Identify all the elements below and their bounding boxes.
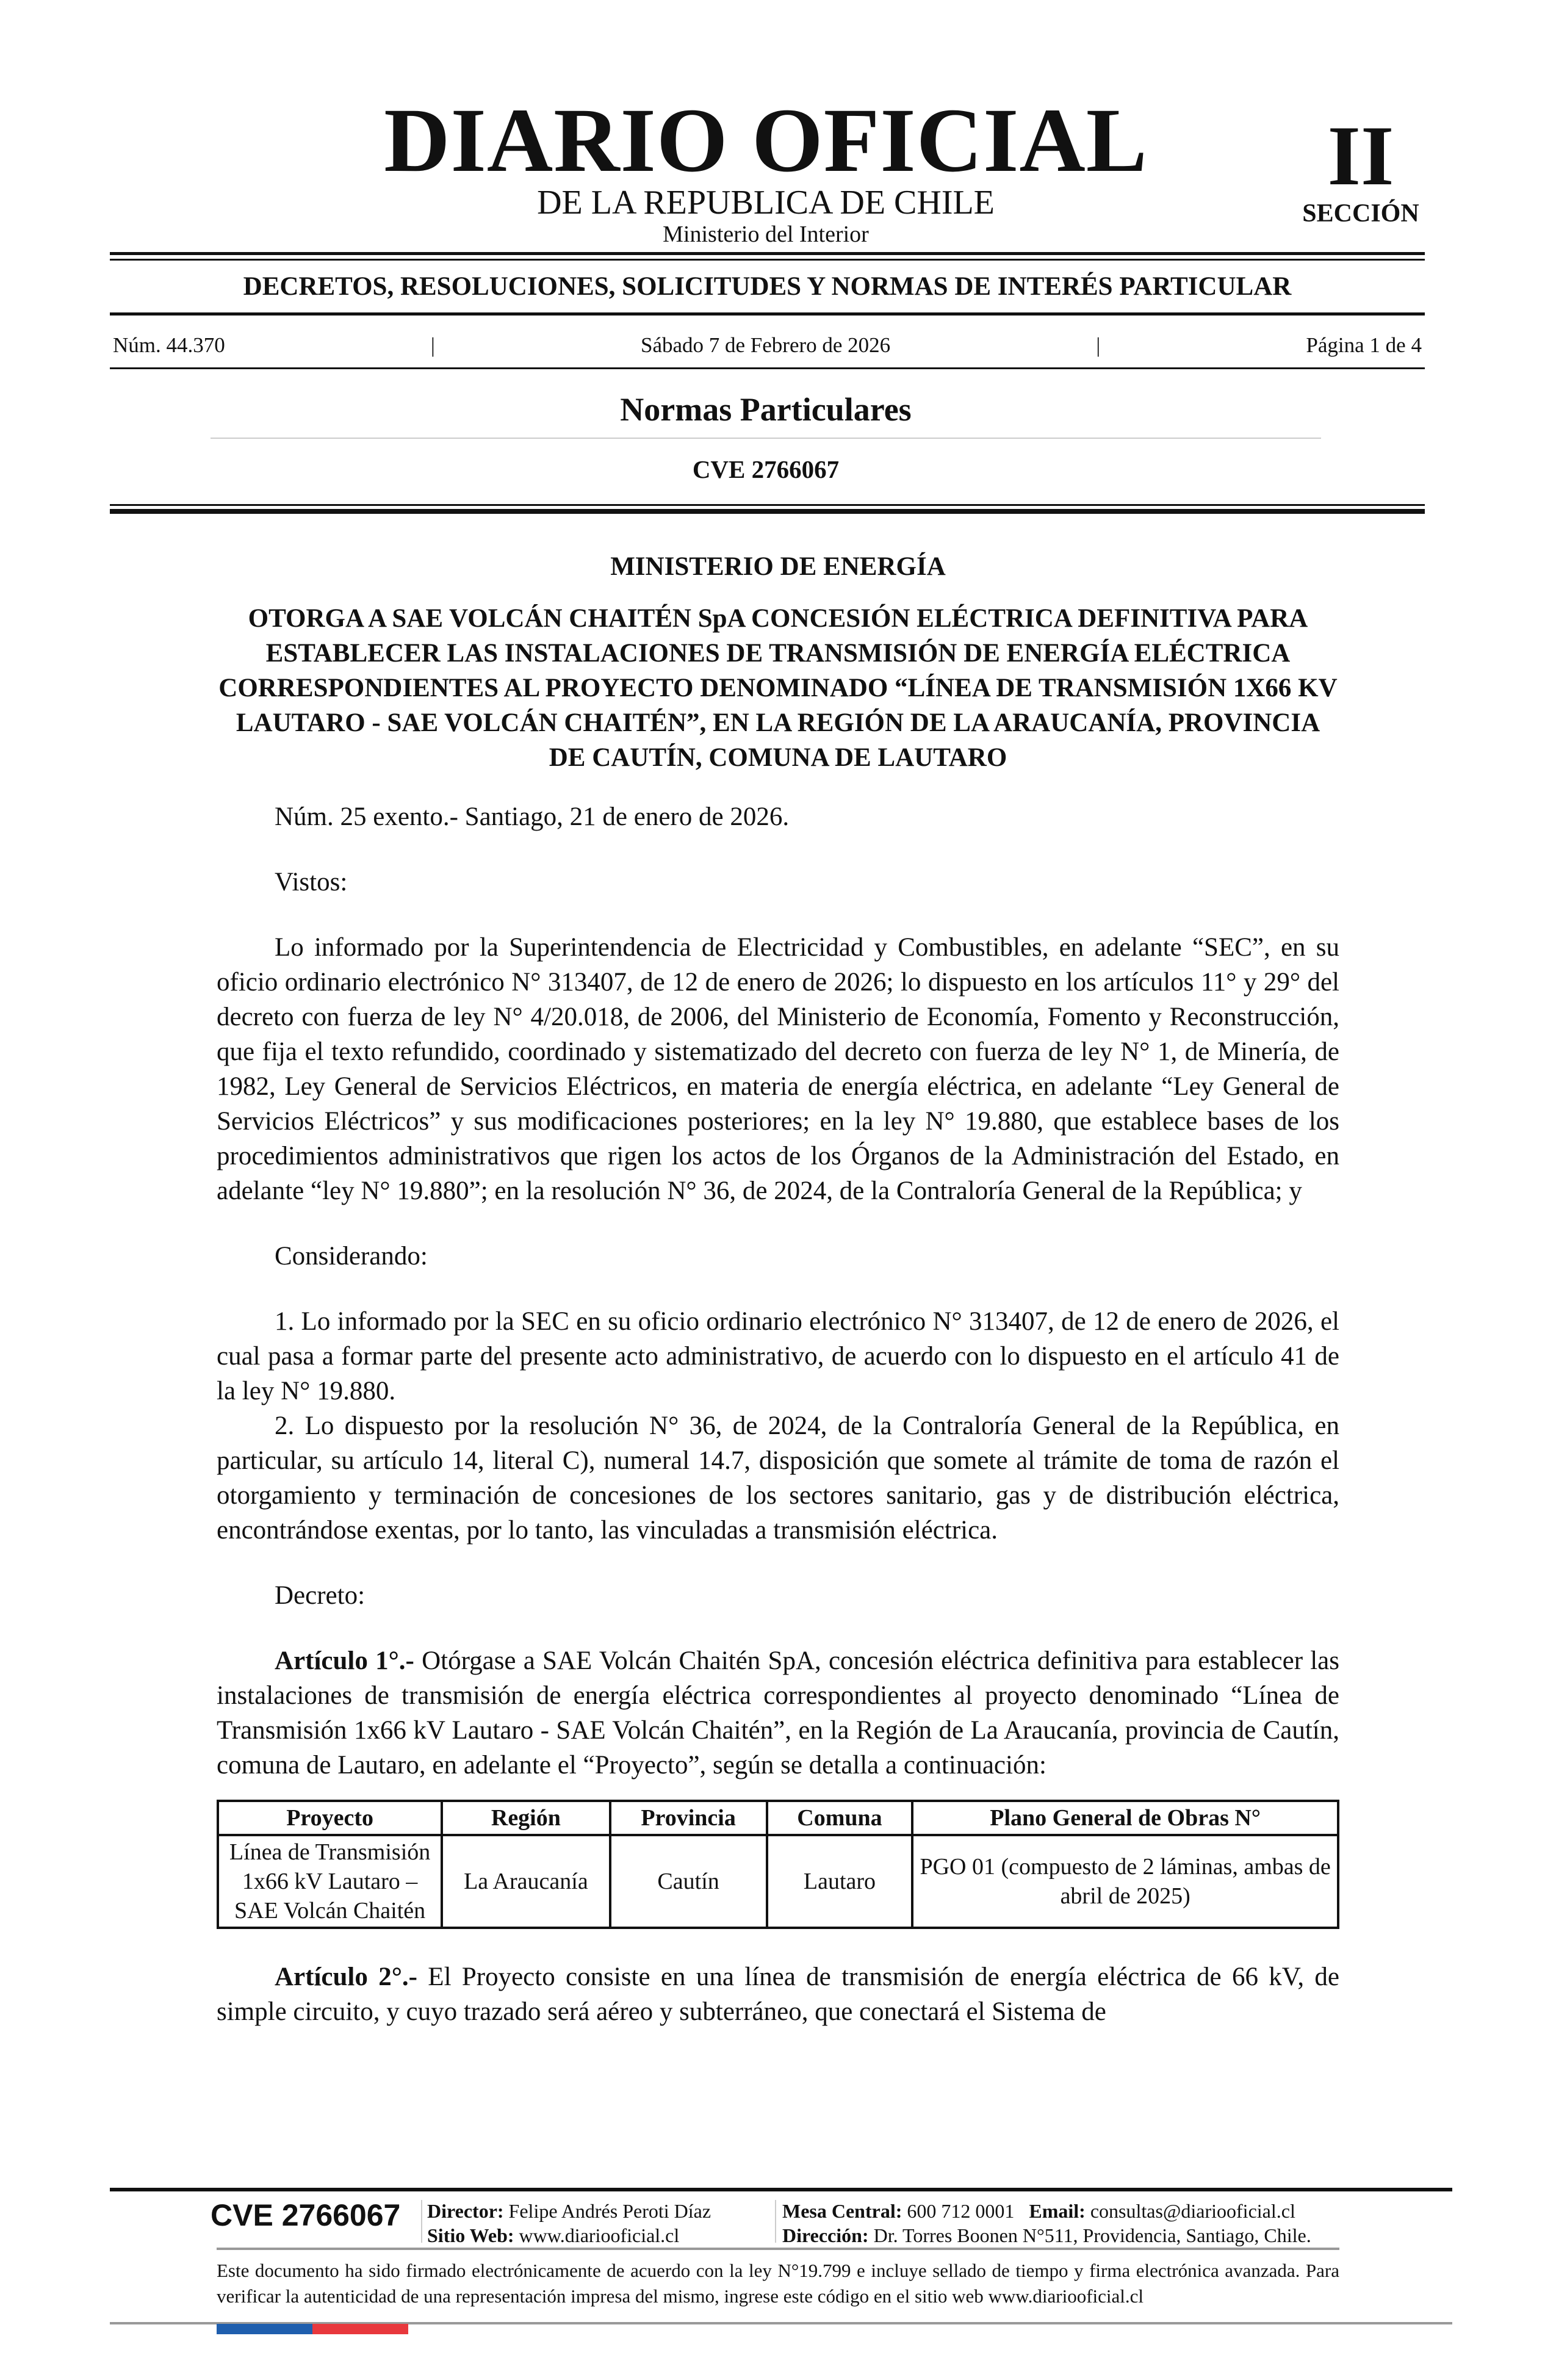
- decree-number: Núm. 25 exento.- Santiago, 21 de enero de 2026.: [275, 802, 790, 831]
- project-table: [217, 1800, 1339, 1929]
- separator: |: [430, 333, 435, 357]
- considerando-heading: Considerando:: [275, 1242, 428, 1271]
- label: Email:: [1029, 2200, 1086, 2222]
- footer-cve: CVE 2766067: [211, 2198, 401, 2232]
- article-1-label: Artículo 1°.-: [275, 1646, 414, 1675]
- divider: [110, 259, 1425, 261]
- separator: |: [1096, 333, 1101, 357]
- table-header-row: [218, 1801, 1338, 1835]
- divider: [211, 438, 1321, 439]
- masthead-ministry: Ministerio del Interior: [663, 222, 869, 247]
- document-body: [217, 549, 1339, 2029]
- article-2-text: El Proyecto consiste en una línea de transmisión de energía eléctrica de 66 kV, de simple circuito, y cuyo trazado será aéreo y subterráneo, que conectará el Sistema de: [217, 1963, 1339, 2026]
- footer-divider: [110, 2188, 1452, 2191]
- document-ministry: MINISTERIO DE ENERGÍA: [610, 552, 946, 581]
- vistos-heading: Vistos:: [275, 868, 348, 896]
- considerando-item: 2. Lo dispuesto por la resolución N° 36, de 2024, de la Contraloría General de la República, en particular, su artículo 14, literal C), numeral 14.7, disposición que somete al trámite de toma de razón el otorgamiento y terminación de concesiones de los sectores sanitario, gas y de distribución eléctrica, encontrándose exentas, por lo tanto, las vinculadas a transmisión eléctrica.: [217, 1412, 1339, 1545]
- divider: [110, 312, 1425, 316]
- page-indicator: Página 1 de 4: [1306, 333, 1422, 357]
- article-1-text: Otórgase a SAE Volcán Chaitén SpA, concesión eléctrica definitiva para establecer las instalaciones de transmisión de energía eléctrica correspondientes al proyecto denominado “Línea de Transmisión 1x66 kV Lautaro - SAE Volcán Chaitén”, en la Región de La Araucanía, provincia de Cautín, comuna de Lautaro, en adelante el “Proyecto”, según se detalla a continuación:: [217, 1646, 1339, 1780]
- category-heading: DECRETOS, RESOLUCIONES, SOLICITUDES Y NORMAS DE INTERÉS PARTICULAR: [243, 272, 1292, 301]
- table-cell: PGO 01 (compuesto de 2 láminas, ambas de abril de 2025): [912, 1835, 1338, 1928]
- footer-director-block: [427, 2199, 711, 2248]
- section-title: Normas Particulares: [620, 391, 912, 428]
- table-header: Plano General de Obras N°: [912, 1801, 1338, 1835]
- article-2-label: Artículo 2°.-: [275, 1963, 417, 1991]
- label: Dirección:: [782, 2224, 869, 2246]
- table-cell: Línea de Transmisión 1x66 kV Lautaro – SAE Volcán Chaitén: [218, 1835, 442, 1928]
- vistos-text: Lo informado por la Superintendencia de Electricidad y Combustibles, en adelante “SEC”, en su oficio ordinario electrónico N° 313407, de 12 de enero de 2026; lo dispuesto en los artículos 11° y 29° del decreto con fuerza de ley N° 4/20.018, de 2006, del Ministerio de Economía, Fomento y Reconstrucción, que fija el texto refundido, coordinado y sistematizado del decreto con fuerza de ley N° 1, de Minería, de 1982, Ley General de Servicios Eléctricos, en materia de energía eléctrica, en adelante “Ley General de Servicios Eléctricos” y sus modificaciones posteriores; en la ley N° 19.880, que establece bases de los procedimientos administrativos que rigen los actos de los Órganos de la Administración del Estado, en adelante “ley N° 19.880”; en la resolución N° 36, de 2024, de la Contraloría General de la República; y: [217, 933, 1339, 1205]
- divider: [110, 504, 1425, 506]
- footer-contact-block: [782, 2199, 1311, 2248]
- table-header: Región: [442, 1801, 610, 1835]
- footer-disclaimer: Este documento ha sido firmado electrónicamente de acuerdo con la ley N°19.799 e incluye sellado de tiempo y firma electrónica avanzada. Para verificar la autenticidad de una representación impresa del mismo, ingrese este código en el sitio web www.diariooficial.cl: [217, 2260, 1339, 2307]
- table-cell: Lautaro: [767, 1835, 913, 1928]
- divider: [421, 2200, 422, 2243]
- section-label: SECCIÓN: [1302, 200, 1419, 228]
- divider: [775, 2200, 776, 2243]
- issue-date: Sábado 7 de Febrero de 2026: [640, 333, 891, 357]
- considerando-item: 1. Lo informado por la SEC en su oficio ordinario electrónico N° 313407, de 12 de enero de 2026, el cual pasa a formar parte del presente acto administrativo, de acuerdo con lo dispuesto en el artículo 41 de la ley N° 19.880.: [217, 1307, 1339, 1405]
- article-1: [217, 1643, 1339, 1783]
- divider: [217, 2248, 1339, 2250]
- flag-stripe-red: [312, 2324, 408, 2334]
- table-header: Comuna: [767, 1801, 913, 1835]
- table-cell: La Araucanía: [442, 1835, 610, 1928]
- cve-code: CVE 2766067: [692, 455, 840, 483]
- table-cell: Cautín: [610, 1835, 767, 1928]
- divider: [110, 509, 1425, 514]
- label: Mesa Central:: [782, 2200, 902, 2222]
- issue-number: Núm. 44.370: [113, 333, 225, 357]
- document-title: OTORGA A SAE VOLCÁN CHAITÉN SpA CONCESIÓN ELÉCTRICA DEFINITIVA PARA ESTABLECER LAS INSTALACIONES DE TRANSMISIÓN DE ENERGÍA ELÉCTRICA CORRESPONDIENTES AL PROYECTO DENOMINADO “LÍNEA DE TRANSMISIÓN 1X66 KV LAUTARO - SAE VOLCÁN CHAITÉN”, EN LA REGIÓN DE LA ARAUCANÍA, PROVINCIA DE CAUTÍN, COMUNA DE LAUTARO: [218, 604, 1338, 772]
- phone: 600 712 0001: [902, 2200, 1015, 2222]
- masthead-title: DIARIO OFICIAL: [384, 90, 1148, 191]
- divider: [110, 367, 1425, 369]
- label: Sitio Web:: [427, 2224, 514, 2246]
- address: Dr. Torres Boonen N°511, Providencia, Santiago, Chile.: [868, 2224, 1311, 2246]
- website-link[interactable]: www.diariooficial.cl: [514, 2224, 680, 2246]
- table-row: [218, 1835, 1338, 1928]
- director-name: Felipe Andrés Peroti Díaz: [503, 2200, 711, 2222]
- issue-meta: [113, 333, 1422, 358]
- masthead-subtitle: DE LA REPUBLICA DE CHILE: [537, 184, 995, 222]
- label: Director:: [427, 2200, 504, 2222]
- flag-stripe-blue: [217, 2324, 312, 2334]
- table-header: Provincia: [610, 1801, 767, 1835]
- email-link[interactable]: consultas@diariooficial.cl: [1085, 2200, 1295, 2222]
- article-2: [217, 1960, 1339, 2029]
- table-header: Proyecto: [218, 1801, 442, 1835]
- decreto-heading: Decreto:: [275, 1581, 366, 1610]
- section-number: II: [1327, 109, 1394, 203]
- divider: [110, 252, 1425, 255]
